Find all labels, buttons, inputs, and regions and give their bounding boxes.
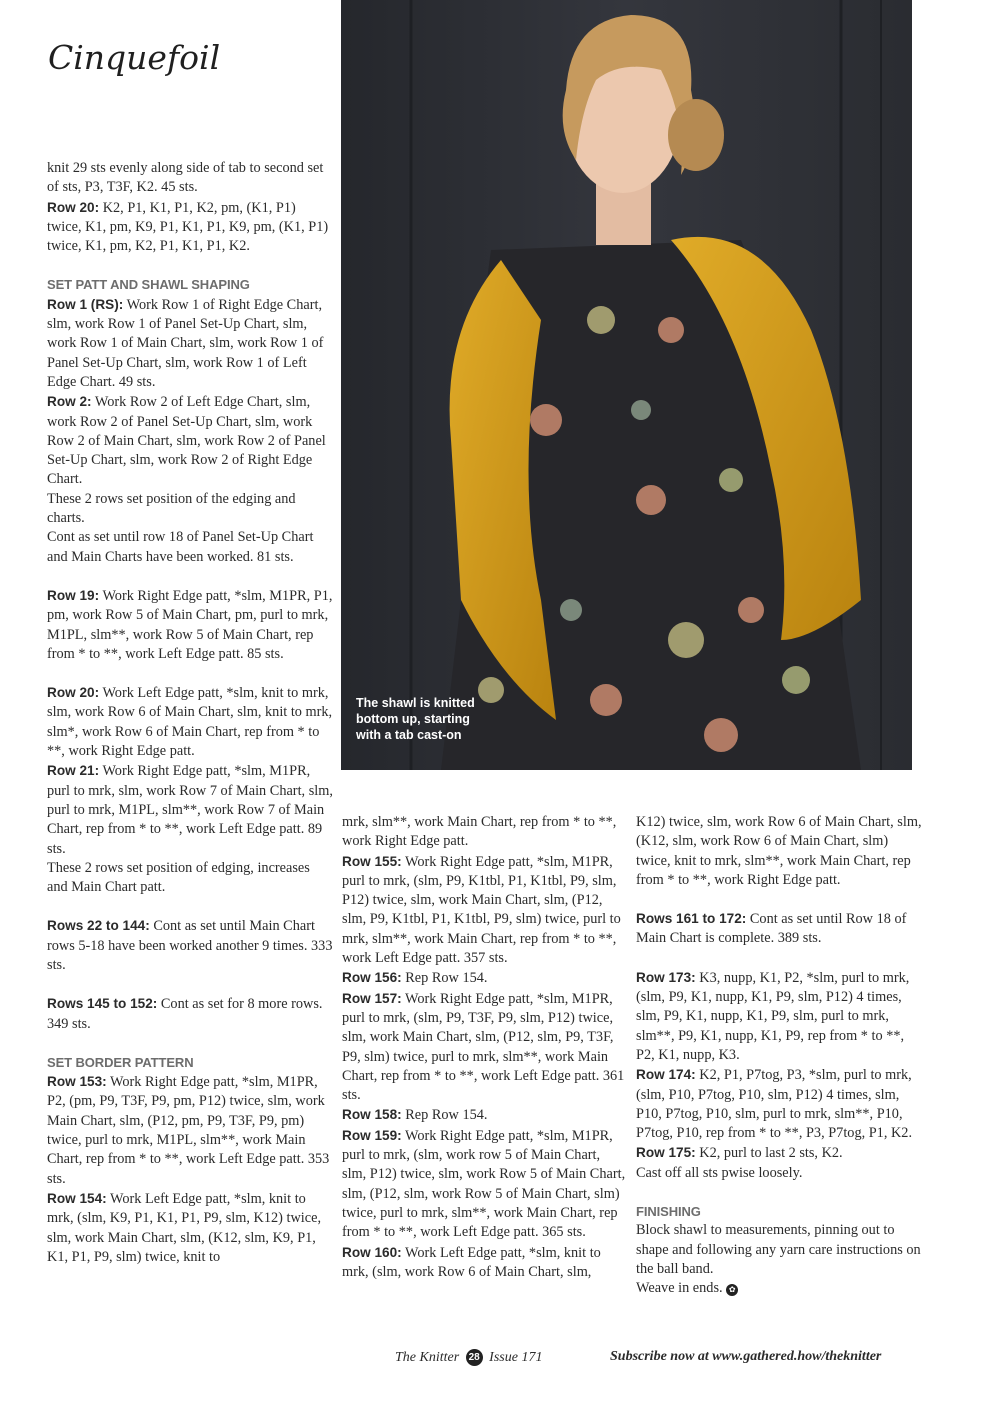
instruction-paragraph	[342, 852, 626, 969]
instruction-text: Work Right Edge patt, *slm, M1PR, purl to mrk, slm, work Row 7 of Main Chart, slm, purl to mrk, M1PL, slm**, work Row 7 of Main Chart, rep from * to **, work Left Edge patt. 89 sts.	[47, 763, 333, 857]
row-label: Row 158:	[342, 1107, 402, 1123]
instruction-text: K2, purl to last 2 sts, K2.	[699, 1145, 843, 1162]
instruction-paragraph	[342, 1126, 626, 1243]
instruction-text: These 2 rows set position of edging, increases and Main Chart patt.	[47, 859, 310, 896]
row-label: Row 159:	[342, 1127, 402, 1143]
footer-magazine	[395, 1349, 542, 1366]
row-label: Row 157:	[342, 990, 402, 1006]
instruction-text: Work Left Edge patt, *slm, knit to mrk, slm, work Row 6 of Main Chart, slm, knit to mrk, slm*, work Row 6 of Main Chart, rep from * to **, work Right Edge patt.	[47, 685, 333, 760]
instruction-paragraph	[47, 586, 333, 664]
instruction-paragraph	[47, 295, 333, 392]
row-label: Rows 161 to 172:	[636, 911, 747, 927]
instruction-text: Work Right Edge patt, *slm, M1PR, P1, pm, work Row 5 of Main Chart, pm, purl to mrk, M1PL, slm**, work Row 5 of Main Chart, rep from * to **, work Left Edge patt. 85 sts.	[47, 587, 333, 662]
model-photo	[341, 0, 912, 770]
instruction-paragraph	[47, 198, 333, 257]
instruction-text: Work Right Edge patt, *slm, M1PR, P2, (pm, P9, T3F, P9, pm, P12) twice, slm, work Main Chart, slm, (P12, pm, P9, T3F, P9, pm) twice, purl to mrk, M1PL, slm**, work Main Chart, rep from * to **, work Left Edge patt. 353 sts.	[47, 1074, 330, 1187]
row-label: Rows 145 to 152:	[47, 996, 158, 1012]
instruction-paragraph	[47, 159, 333, 198]
instruction-text: mrk, slm**, work Main Chart, rep from * to **, work Right Edge patt.	[342, 814, 617, 850]
row-label: Row 155:	[342, 853, 402, 869]
instruction-paragraph	[636, 1065, 922, 1143]
issue-number: Issue 171	[489, 1350, 543, 1365]
row-label: Row 154:	[47, 1190, 107, 1206]
instruction-paragraph	[342, 1243, 626, 1283]
instruction-text: Cont as set for 8 more rows. 349 sts.	[47, 996, 323, 1032]
end-mark-icon: ✿	[726, 1284, 738, 1296]
instruction-paragraph	[636, 1279, 922, 1298]
instruction-text: Cont as set until row 18 of Panel Set-Up Chart and Main Charts have been worked. 81 sts.	[47, 529, 314, 565]
model-photo-illustration	[341, 0, 912, 770]
instruction-paragraph	[47, 994, 333, 1034]
instruction-text: Work Left Edge patt, *slm, knit to mrk, (slm, K9, P1, K1, P1, P9, slm, K12) twice, slm, work Main Chart, slm, (K12, slm, K9, P1, K1, P1, P9, slm) twice, knit to	[47, 1190, 322, 1265]
instruction-paragraph	[47, 1072, 333, 1189]
row-label: Row 21:	[47, 763, 100, 779]
footer-subscribe: Subscribe now at www.gathered.how/theknitter	[610, 1349, 882, 1364]
column-2	[342, 813, 626, 1282]
photo-caption: The shawl is knitted bottom up, starting with a tab cast-on	[356, 696, 475, 742]
instruction-text: Block shawl to measurements, pinning out to shape and following any yarn care instructions on the ball band.	[636, 1222, 921, 1277]
row-label: Row 156:	[342, 970, 402, 986]
row-label: Row 153:	[47, 1074, 107, 1090]
instruction-text: Cast off all sts pwise loosely.	[636, 1164, 803, 1181]
instruction-paragraph	[342, 989, 626, 1106]
row-label: Row 175:	[636, 1145, 696, 1161]
instruction-text: K12) twice, slm, work Row 6 of Main Chart, slm, (K12, slm, work Row 6 of Main Chart, slm) twice, knit to mrk, slm**, work Main Chart, rep from * to **, work Right Edge patt.	[636, 814, 922, 888]
instruction-paragraph	[47, 859, 333, 898]
instruction-paragraph	[47, 683, 333, 761]
instruction-paragraph	[47, 392, 333, 489]
column-1	[47, 159, 333, 1267]
instruction-text: Rep Row 154.	[405, 970, 488, 987]
instruction-text: Cont as set until Row 18 of Main Chart is complete. 389 sts.	[636, 911, 907, 947]
instruction-paragraph	[47, 761, 333, 858]
instruction-text: Work Row 1 of Right Edge Chart, slm, work Row 1 of Panel Set-Up Chart, slm, work Row 1 of Main Chart, slm, work Row 1 of Panel Set-Up Chart, slm, work Row 1 of Left Edge Chart. 49 sts.	[47, 296, 324, 390]
row-label: Rows 22 to 144:	[47, 918, 150, 934]
instruction-paragraph	[636, 1143, 922, 1163]
instruction-text: knit 29 sts evenly along side of tab to second set of sts, P3, T3F, K2. 45 sts.	[47, 160, 324, 196]
instruction-text: Rep Row 154.	[405, 1107, 488, 1124]
instruction-paragraph	[342, 813, 626, 852]
magazine-name: The Knitter	[395, 1350, 460, 1365]
instruction-paragraph	[47, 528, 333, 567]
row-label: Row 2:	[47, 394, 92, 410]
row-label: Row 173:	[636, 969, 696, 985]
instruction-paragraph	[342, 1105, 626, 1125]
instruction-paragraph	[47, 916, 333, 975]
row-label: Row 174:	[636, 1067, 696, 1083]
instruction-text: K3, nupp, K1, P2, *slm, purl to mrk, (slm, P9, K1, nupp, K1, P9, slm, P12) 4 times, slm, P9, K1, nupp, K1, P9, slm, purl to mrk, slm**, P9, K1, nupp, K1, P9, rep from * to **, P2, K1, nupp, K3.	[636, 969, 910, 1063]
instruction-paragraph	[636, 968, 922, 1065]
instruction-paragraph	[342, 968, 626, 988]
instruction-text: K2, P1, K1, P1, K2, pm, (K1, P1) twice, K1, pm, K9, P1, K1, P1, K9, pm, (K1, P1) twice, K1, pm, K2, P1, K1, P1, K2.	[47, 199, 329, 255]
row-label: Row 20:	[47, 685, 100, 701]
instruction-text: Work Right Edge patt, *slm, M1PR, purl to mrk, (slm, P9, K1tbl, P1, K1tbl, P9, slm, P12) twice, slm, work Main Chart, slm, (P12, slm, P9, K1tbl, P1, K1tbl, P9, slm) twice, purl to mrk, slm**, work Main Chart, rep from * to **, work Left Edge patt. 357 sts.	[342, 853, 621, 967]
section-heading: FINISHING	[636, 1204, 701, 1220]
instruction-text: Work Left Edge patt, *slm, knit to mrk, (slm, work Row 6 of Main Chart, slm,	[342, 1244, 601, 1280]
instruction-paragraph	[47, 1189, 333, 1267]
section-heading: SET BORDER PATTERN	[47, 1054, 194, 1070]
column-3	[636, 813, 922, 1299]
section-heading: SET PATT AND SHAWL SHAPING	[47, 277, 250, 293]
row-label: Row 19:	[47, 587, 100, 603]
page-title: Cinquefoil	[48, 38, 221, 77]
instruction-paragraph	[47, 490, 333, 529]
row-label: Row 1 (RS):	[47, 296, 124, 312]
row-label: Row 160:	[342, 1244, 402, 1260]
instruction-paragraph	[636, 1221, 922, 1279]
instruction-paragraph	[636, 1164, 922, 1183]
instruction-text: Work Right Edge patt, *slm, M1PR, purl to mrk, (slm, work row 5 of Main Chart, slm, P12) twice, slm, work Row 5 of Main Chart, slm, (P12, slm, work Row 5 of Main Chart, slm) twice, purl to mrk, slm**, work Main Chart, rep from * to **, work Left Edge patt. 365 sts.	[342, 1127, 626, 1241]
instruction-text: Weave in ends.	[636, 1280, 723, 1297]
instruction-text: Work Row 2 of Left Edge Chart, slm, work Row 2 of Panel Set-Up Chart, slm, work Row 2 of Main Chart, slm, work Row 2 of Panel Set-Up Chart, slm, work Row 2 of Right Edge Chart.	[47, 394, 326, 488]
instruction-paragraph	[636, 909, 922, 949]
instruction-text: Cont as set until Main Chart rows 5-18 have been worked another 9 times. 333 sts.	[47, 918, 333, 973]
row-label: Row 20:	[47, 199, 100, 215]
instruction-text: Work Right Edge patt, *slm, M1PR, purl to mrk, (slm, P9, T3F, P9, slm, P12) twice, slm, work Main Chart, slm, (P12, slm, P9, T3F, P9, slm) twice, purl to mrk, slm**, work Main Chart, rep from * to **, work Left Edge patt. 361 sts.	[342, 990, 625, 1104]
instruction-text: K2, P1, P7tog, P3, *slm, purl to mrk, (slm, P10, P7tog, P10, slm, P12) 4 times, slm, P10, P7tog, P10, slm, purl to mrk, slm**, P10, P7tog, P10, rep from * to **, P3, P7tog, P1, K2.	[636, 1067, 913, 1142]
instruction-paragraph	[636, 813, 922, 890]
instruction-text: These 2 rows set position of the edging and charts.	[47, 490, 296, 527]
page-number-badge: 28	[466, 1349, 483, 1366]
